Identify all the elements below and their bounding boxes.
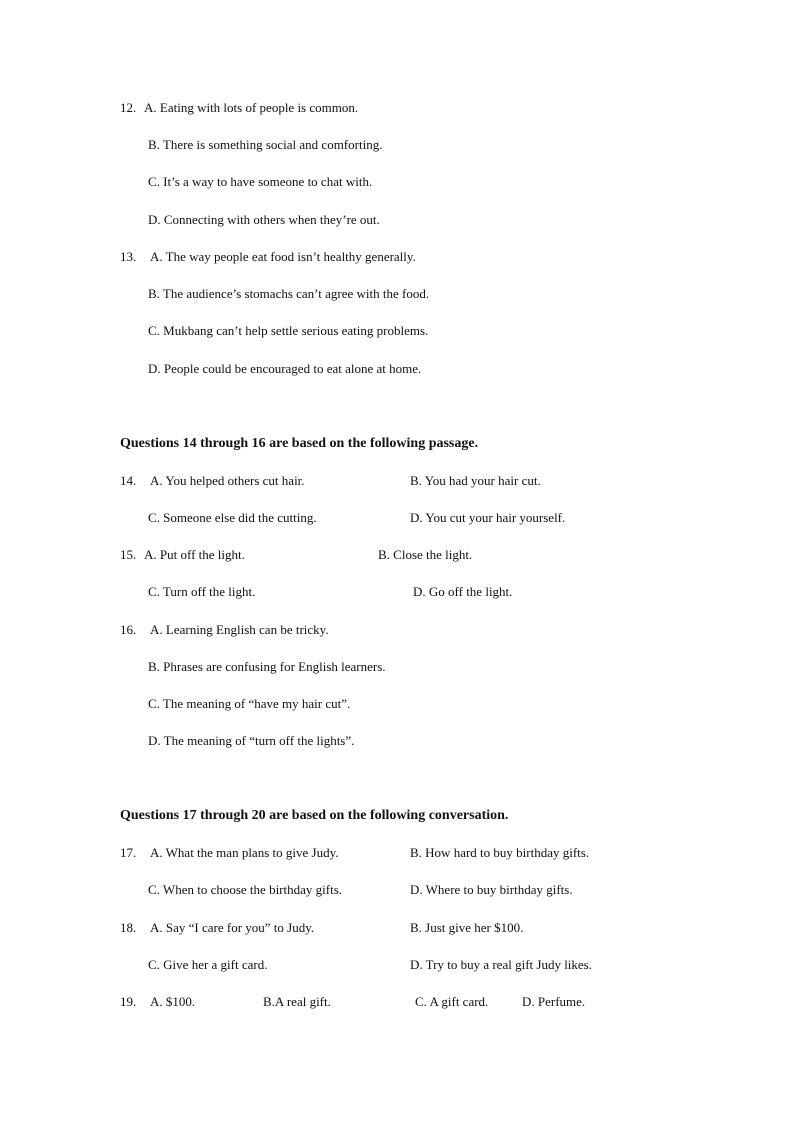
question-12-option-a: A. Eating with lots of people is common. — [144, 100, 359, 115]
question-15-number: 15. — [120, 547, 137, 562]
question-17-number: 17. — [120, 845, 137, 860]
question-13-option-c: C. Mukbang can’t help settle serious eating problems. — [148, 323, 429, 338]
question-19-option-d: D. Perfume. — [522, 994, 586, 1009]
question-12-option-c: C. It’s a way to have someone to chat with. — [148, 174, 373, 189]
question-12-number: 12. — [120, 100, 137, 115]
question-14-option-a: A. You helped others cut hair. — [150, 473, 305, 488]
question-18-option-d: D. Try to buy a real gift Judy likes. — [410, 957, 592, 972]
question-12-option-d: D. Connecting with others when they’re out. — [148, 212, 380, 227]
question-15-option-a: A. Put off the light. — [144, 547, 245, 562]
question-19-number: 19. — [120, 994, 137, 1009]
question-19-option-c: C. A gift card. — [415, 994, 489, 1009]
question-15-option-d: D. Go off the light. — [413, 584, 513, 599]
question-13-number: 13. — [120, 249, 137, 264]
question-12-option-b: B. There is something social and comforting. — [148, 137, 383, 152]
question-19-option-a: A. $100. — [150, 994, 196, 1009]
question-18-number: 18. — [120, 920, 137, 935]
question-18-option-b: B. Just give her $100. — [410, 920, 524, 935]
section-heading-conversation: Questions 17 through 20 are based on the following conversation. — [120, 808, 509, 823]
question-14-option-b: B. You had your hair cut. — [410, 473, 541, 488]
question-16-option-c: C. The meaning of “have my hair cut”. — [148, 696, 351, 711]
question-17-option-a: A. What the man plans to give Judy. — [150, 845, 339, 860]
question-13-option-d: D. People could be encouraged to eat alone at home. — [148, 361, 422, 376]
question-14-number: 14. — [120, 473, 137, 488]
question-18-option-a: A. Say “I care for you” to Judy. — [150, 920, 315, 935]
question-16-option-b: B. Phrases are confusing for English learners. — [148, 659, 386, 674]
question-14-option-d: D. You cut your hair yourself. — [410, 510, 566, 525]
question-17-option-b: B. How hard to buy birthday gifts. — [410, 845, 590, 860]
question-16-option-d: D. The meaning of “turn off the lights”. — [148, 733, 355, 748]
section-heading-passage: Questions 14 through 16 are based on the following passage. — [120, 436, 479, 451]
question-17-option-c: C. When to choose the birthday gifts. — [148, 882, 343, 897]
question-15-option-c: C. Turn off the light. — [148, 584, 256, 599]
question-17-option-d: D. Where to buy birthday gifts. — [410, 882, 573, 897]
question-16-number: 16. — [120, 622, 137, 637]
question-14-option-c: C. Someone else did the cutting. — [148, 510, 317, 525]
question-13-option-a: A. The way people eat food isn’t healthy generally. — [150, 249, 416, 264]
question-16-option-a: A. Learning English can be tricky. — [150, 622, 329, 637]
question-15-option-b: B. Close the light. — [378, 547, 473, 562]
question-18-option-c: C. Give her a gift card. — [148, 957, 268, 972]
question-19-option-b: B.A real gift. — [263, 994, 331, 1009]
question-13-option-b: B. The audience’s stomachs can’t agree with the food. — [148, 286, 430, 301]
